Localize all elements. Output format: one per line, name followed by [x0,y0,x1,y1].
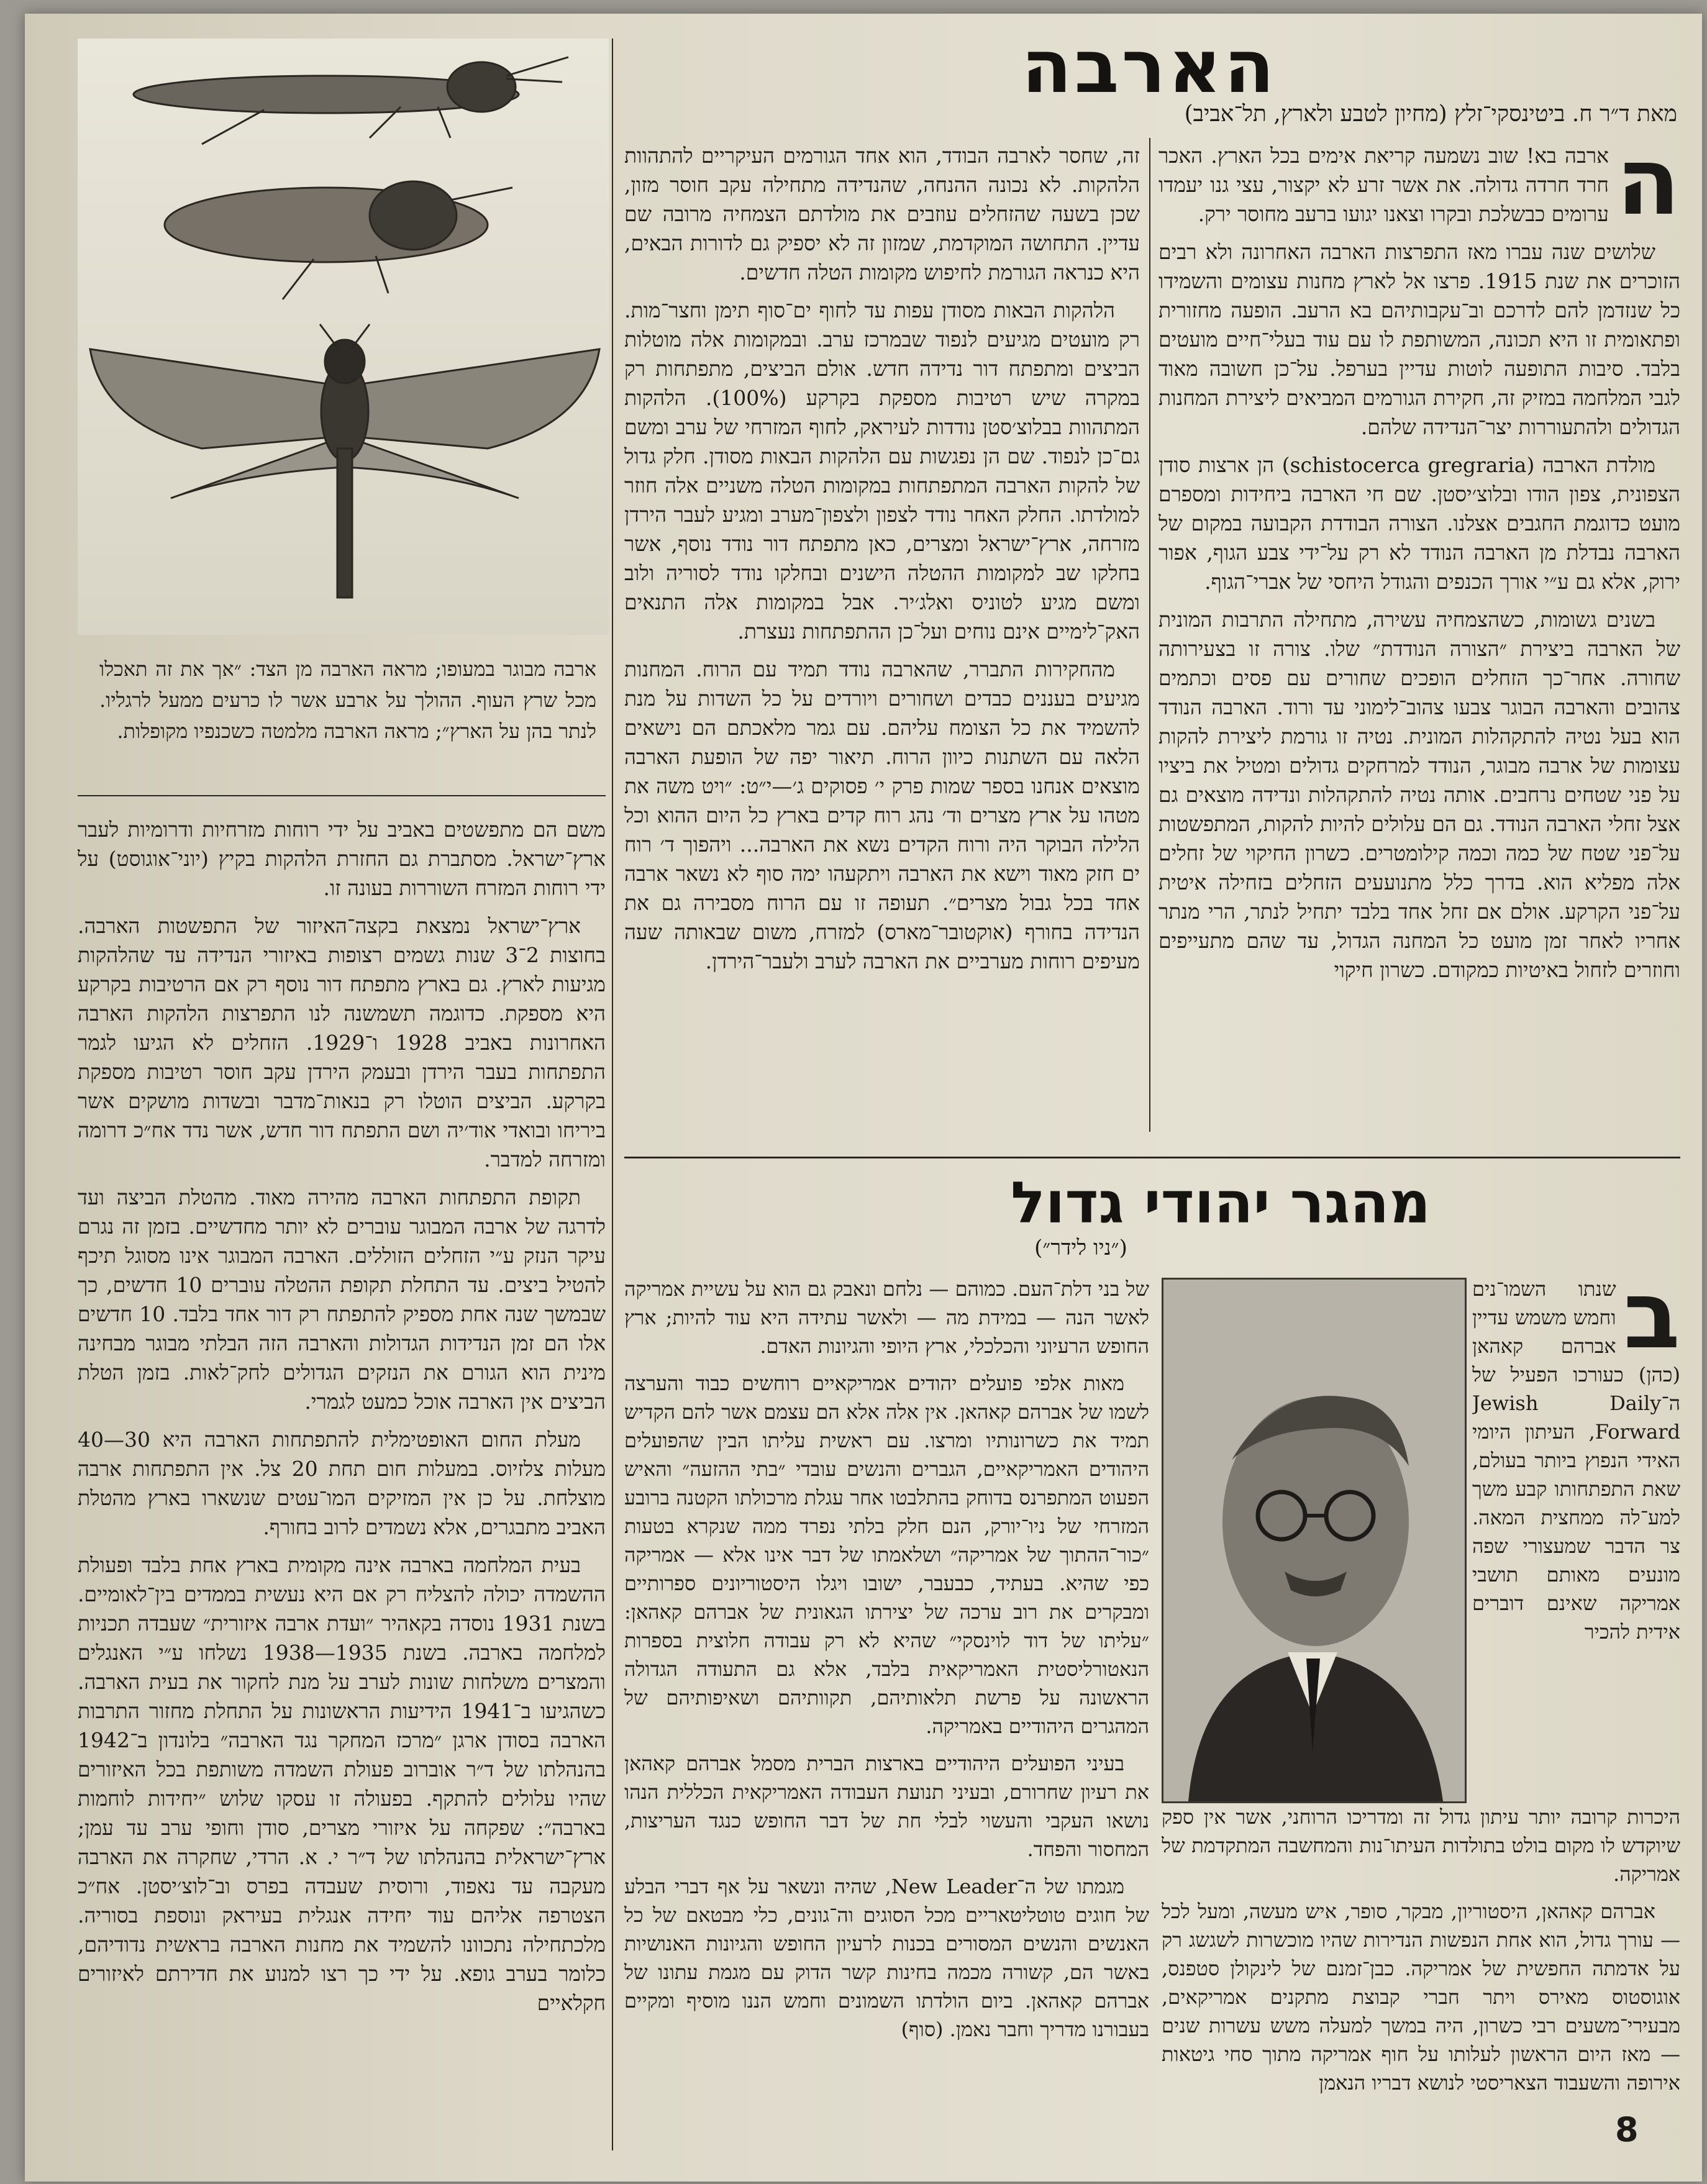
portrait-photo [1162,1278,1467,1803]
article1-column-middle [624,141,1140,1147]
paragraph: בעיני הפועלים היהודיים בארצות הברית מסמל אברהם קאהאן את רעיון שחרורם, ובעיני תנועת העבודה האמריקאית הכללית הנהו נושאו העקבי והעשוי לבלי חת של דבר החופש כנגד העריצות, המחסור והפחד. [624,1752,1149,1861]
drop-cap-letter: ב [1623,1275,1680,1370]
article2-column-right-wide [1162,1803,1680,2169]
page-number: 8 [1615,2110,1639,2149]
article-source: (״ניו לידר״) [1034,1235,1127,1260]
paragraph: של בני דלת־העם. כמוהם — נלחם ונאבק גם הוא על עשיית אמריקה לאשר הנה — במידת מה — ולאשר עתידה היא עוד להיות; ארץ החופש הרעיוני והכלכלי, ארץ היופי והגיונות האדם. [624,1277,1149,1358]
paragraph: מאות אלפי פועלים יהודים אמריקאיים רוחשים כבוד והערצה לשמו של אברהם קאהאן. אין אלה אלא הם עצמם אשר להם הקדיש תמיד את כשרונותיו ומרצו. עם ראשית עליתו הבין שהפועלים היהודים האמריקאיים, הגברים והנשים עובדי ״בתי ההזעה״ והאיש הפעוט המתפרנס בדוחק בהתלבטו אחר עגלת מרכולתו הקטנה ברובע המזרחי של ניו־יורק, הנם חלק בלתי נפרד ממה שנקרא בטעות ״כור־ההתוך של אמריקה״ ושלאמתו של דבר אינו אלא — אמריקה כפי שהיא. בעתיד, כבעבר, ישובו ויגלו היסטוריונים ספרותיים ומבקרים את רוב ערכה של יצירתו הגאונית של אברהם קאהאן: ״עליתו של דוד לוינסקי״ שהיא לא רק עבודה חלוצית בספרות הנאטורליסטית האמריקאית בלבד, אלא גם התעודה הגדולה הראשונה על פרשת תלאותיהם, תקוותיהם ושאיפותיהם של המהגרים היהודיים באמריקה. [624,1372,1149,1738]
paragraph: מהחקירות התברר, שהארבה נודד תמיד עם הרוח. המחנות מגיעים בעננים כבדים ושחורים ויורדים על כל השדות על מנת להשמיד את כל הצומח עליהם. עם גמר מלאכתם הם נישאים הלאה עם השתנות כיוון הרוח. תיאור יפה של הופעת הארבה מוצאים אנחנו בספר שמות פרק י׳ פסוקים ג׳—י״ט: ״ויט משה את מטהו על ארץ מצרים וד׳ נהג רוח קדים בארץ כל היום ההוא וכל הלילה הבוקר היה ורוח הקדים נשא את הארבה... ויהפוך ד׳ רוח ים חזק מאוד וישא את הארבה ויתקעהו ימה סוף לא נשאר ארבה אחד בכל גבול מצרים״. תעופה זו עם הרוח מסבירה גם את הנדידה בחורף (אוקטובר־מארס) למזרח, משום שבאותה שעה מעיפים רוחות מערביים את הארבה לערב ולעבר־הירדן. [624,657,1140,973]
article2-column-narrow [1472,1275,1680,1796]
locust-middle-view-icon [165,181,512,299]
paragraph: ארץ־ישראל נמצאת בקצה־האיזור של התפשטות הארבה. בחוצות 2־3 שנות גשמים רצופות באיזורי הנדידה עד שהלהקות מגיעות לארץ. גם בארץ מתפתח דור נוסף רק אם הרטיבות בקרקע היא מספקת. כדוגמה תשמשנה לנו התפרצות הלהקות הארבה האחרונות באביב 1928 ו־1929. הזחלים לא הגיעו לגמר התפתחות בעבר הירדן ובעמק הירדן עקב חוסר רטיבות מספקת בקרקע. הביצים הוטלו רק בנאות־מדבר ובשדות מושקים אשר ביריחו ובואדי אוד׳יה ושם התפתח דור חדש, אשר נדד אח״כ דרומה ומזרחה למדבר. [78,914,606,1172]
article-title-locust: הארבה [1021,24,1277,109]
column-divider [612,39,613,2150]
column-divider [1149,138,1150,1132]
article-title-immigrant: מהגר יהודי גדול [1011,1170,1431,1236]
paragraph: אברהם קאהאן, היסטוריון, מבקר, סופר, איש מעשה, ומעל לכל — עורך גדול, הוא אחת הנפשות הנדירות שהיו מוכשרות לשגשג רק על אדמתה החפשית של אמריקה. כבן־זמנם של לינקולן סטפנס, אוגוסטוס מאירס ויתר חברי קבוצת מתקנים אמריקאים, מבעירי־משעים רבי כשרון, היה במשך למעלה משש עשרות שנים — מאז היום הראשון לעלותו על חוף אמריקה מתוך סחי גיטאות אירופה והשעבוד הצאריסטי לנושא דבריו הנאמן [1162,1900,1680,2095]
magazine-page [25,14,1702,2182]
article1-column-right [1158,141,1680,1135]
paragraph: היכרות קרובה יותר עיתון גדול זה ומדריכו הרוחני, אשר אין ספק שיוקדש לו מקום בולט בתולדות העיתו־נות והמחשבה המתקדמת של אמריקה. [1162,1805,1680,1886]
paragraph: בעית המלחמה בארבה אינה מקומית בארץ אחת בלבד ופעולת ההשמדה יכולה להצליח רק אם היא נעשית בממדים בין־לאומיים. בשנת 1931 נוסדה בקאהיר ״ועדת ארבה איזורית״ שעבדה תכניות למלחמה בארבה. בשנת 1935—1938 נשלחו ע״י האנגלים והמצרים משלחות שונות לערב על מנת לחקור את בעית הארבה. כשהגיעו ב־1941 הידיעות הראשונות על התחלת מחזור התרבות הארבה בסודן ארגן ״מרכז המחקר נגד הארבה״ בלונדון ב־1942 בהנהלתו של ד״ר אוברוב פעולת השמדה משותפת בכל האיזורים שהיו עלולים להתקף. בפעולה זו עסקו שלוש ״יחידות לוחמות בארבה״: שפקחה על איזורי מצרים, סודן וחופי ערב עד עמן; ארץ־ישראלית בהנהלתו של ד״ר י. א. הרדי, שחקרה את הארבה מעקבה עד נאפוד, ורוסית שעבדה בפרס וב־לוצ׳יסטן. אח״כ הצטרפה אליהם עוד יחידה אנגלית בעיראק ונוספת בסוריה. מלכתחילה נתכוונו להשמיד את מחנות הארבה בראשית נדודיהם, כלומר בערב גופא. על ידי כך רצו למנוע את חדירתם לאיזורים חקלאיים [78,1553,606,2015]
paragraph: שלושים שנה עברו מאז התפרצות הארבה האחרונה ולא רבים הזוכרים את שנת 1915. פרצו אל לארץ מחנות עצומים והשמידו כל שנזדמן להם לדרכם וב־עקבותיהם בא הרעב. הופעה מחזורית ופתאומית זו היא תכונה, המשותפת לו עם עוד בעלי־חיים מועטים בלבד. סיבות התופעה לוטות עדיין בערפל. על־כן חשובה מאוד לגבי המלחמה במזיק זה, חקירת הגורמים המביאים ליצירת המחנות הגדולים ולהתעוררות יצר־הנדידה שלהם. [1158,240,1680,439]
article1-column-left [78,815,606,2169]
locust-illustration [78,39,609,635]
paragraph: תקופת התפתחות הארבה מהירה מאוד. מהטלת הביצה ועד לדרגה של ארבה המבוגר עוברים לא יותר מחדשיים. בזמן זה נגרם עיקר הנזק ע״י הזחלים הזוללים. הארבה המבוגר אינו מסוגל תיכף להטיל ביצים. עד התחלת תקופת ההטלה עוברים 10 חדשים, כך שבמשך שנה אחת מספיק להתפתח רק דור אחד בלבד. 10 חדשים אלו הם זמן הנדידות הגדולות והארבה הזה הבלתי מבוגר מבחינה מינית הוא הגורם את הנזקים הגדולים לחק־לאות. בזמן הטלת הביצים אין הארבה אוכל כמעט לגמרי. [78,1185,606,1414]
paragraph: שנתו השמו־נים וחמש משמש עדיין אברהם קאהאן (כהן) כעורכו הפעיל של ה־Jewish Daily Forward, העיתון היומי האידי הנפוץ ביותר בעולם, שאת התפתחותו קבע משך למע־לה ממחצית המאה. צר הדבר שמעצורי שפה מונעים מאותם תושבי אמריקה שאינם דוברים אידית להכיר [1472,1277,1680,1644]
locust-side-view-icon [134,57,568,144]
figure-caption: ארבה מבוגר במעופו; מראה הארבה מן הצד: ״אך את זה תאכלו מכל שרץ העוף. ההולך על ארבע אשר לו כרעים ממעל לרגליו. לנתר בהן על הארץ״; מראה הארבה מלמטה כשכנפיו מקופלות. [99,657,596,743]
article2-column-left [624,1275,1149,2169]
caption-divider [78,795,606,796]
paragraph: זה, שחסר לארבה הבודד, הוא אחד הגורמים העיקריים להתהוות הלהקות. לא נכונה ההנחה, שהנדידה מתחילה עקב חוסר מזון, שכן בשעה שהזחלים עוזבים את מולדתם הצמחיה מרובה שם עדיין. התחושה המוקדמת, שמזון זה לא יספיק גם לדורות הבאים, היא כנראה הגורמת לחיפוש מקומות הטלה חדשים. [624,143,1140,284]
paragraph: מגמתו של ה־New Leader, שהיה ונשאר על אף דברי הבלע של חוגים טוטליטאריים מכל הסוגים וה־גונים, כלי מבטאם של כל האנשים והנשים המסורים בכנות לרעיון החופש והגיונות האנושיות באשר הם, קשורה מכמה בחינות קשר הדוק עם מגמת עתונו של אברהם קאהאן. ביום הולדתו השמונים וחמש הננו מוסיף ומקיים בעבורנו מדריך וחבר נאמן. (סוף) [624,1875,1149,2041]
paragraph: הלהקות הבאות מסודן עפות עד לחוף ים־סוף תימן וחצר־מות. רק מועטים מגיעים לנפוד שבמרכז ערב. ובמקומות אלה מוטלות הביצים ומתפתח דור נדידה חדש. אולם הביצים, מתפתחות רק במקרה שיש רטיבות מספקת בקרקע (100%). הלהקות המתהוות בבלוצ׳סטן נודדות לעיראק, לחוף המזרחי של ערב ומשם גם־כן לנפוד. שם הן נפגשות עם הלהקות הבאות מסודן. חלק גדול של להקות הארבה המתפתחות במקומות הטלה משניים אלה חוזר למולדתו. החלק האחר נודד לצפון ולצפון־מערב ומגיע לעבר הירדן מזרחה, ארץ־ישראל ומצרים, כאן מתפתח דור נודד נוסף, אשר בחלקו שב למקומות ההטלה הישנים ובחלקו נודד לסוריה ולוב ומשם מגיע לטוניס ואלג׳יר. אבל במקומות אלה התנאים האק־לימיים אינם נוחים ועל־כן ההתפתחות נעצרת. [624,298,1140,644]
locust-flying-icon [90,324,599,598]
paragraph: מולדת הארבה (schistocerca gregraria) הן ארצות סודן הצפונית, צפון הודו ובלוצ׳יסטן. שם חי הארבה ביחידות ומספרם מועט כדוגמת החגבים אצלנו. הצורה הבודדת הקבועה במקום של הארבה נבדלת מן הארבה הנודד לא רק על־ידי צבע הגוף, אפור ירוק, אלא גם ע״י אורך הכנפים והגודל היחסי של אברי־הגוף. [1158,453,1680,594]
locust-drawings [78,39,609,635]
paragraph: משם הם מתפשטים באביב על ידי רוחות מזרחיות ודרומיות לעבר ארץ־ישראל. מסתברת גם החזרת הלהקות בקיץ (יוני־אוגוסט) על ידי רוחות המזרח השוררות בעונה זו. [78,817,606,900]
paragraph: בשנים גשומות, כשהצמחיה עשירה, מתחילה התרבות המונית של הארבה ביצירת ״הצורה הנודדת״ שלו. צורה זו בצעירותה שחורה. אחר־כך הזחלים הופכים שחורים עם פסים וכתמים צהובים והארבה הבוגר צבעו צהוב־לימוני עד ורוד. הארבה הנודד הוא בעל נטיה להתקהלות המונית. נטיה זו גורמת ליצירת להקות עצומות של ארבה מבוגר, הנודד למרחקים גדולים ומטיל את ביציו על פני שטחים נרחבים. אותה נטיה להתקהלות ונדידה מוצאים גם אצל זחלי הארבה הנודד. גם הם עלולים להיות להקות, המתפשטות על־פני שטח של כמה וכמה קילומטרים. כשרון החיקוי של זחלים אלה מפליא הוא. בדרך כלל מתנועעים הזחלים בזחילה איטית על־פני הקרקע. אולם אם זחל אחד בלבד יתחיל לנתר, הרי מנתר אחריו לאחר זמן מועט כל המחנה הגדול, עד שהם מתעייפים וחוזרים לזחול באיטיות כמקודם. כשרון חיקוי [1158,607,1680,982]
paragraph: מעלת החום האופטימלית להתפתחות הארבה היא 30—40 מעלות צלזיוס. במעלות חום תחת 20 צל. אין התפתחות ארבה מוצלחת. על כן אין המזיקים המו־עטים שנשארו בארץ מהטלת האביב מתבגרים, אלא נשמדים לרוב בחורף. [78,1427,606,1539]
paragraph: ארבה בא! שוב נשמעה קריאת אימים בכל הארץ. האכר חרד חרדה גדולה. את אשר זרע לא יקצור, עצי גנו יעמדו ערומים כבשלכת ובקרו וצאנו יגועו ברעב מחוסר ירק. [1158,143,1609,226]
drop-cap-letter: ה [1616,141,1680,236]
section-divider [624,1157,1680,1158]
portrait-icon [1163,1280,1465,1801]
article-byline: מאת ד״ר ח. ביטינסקי־זלץ (מחיון לטבע ולארץ, תל־אביב) [1184,101,1677,127]
